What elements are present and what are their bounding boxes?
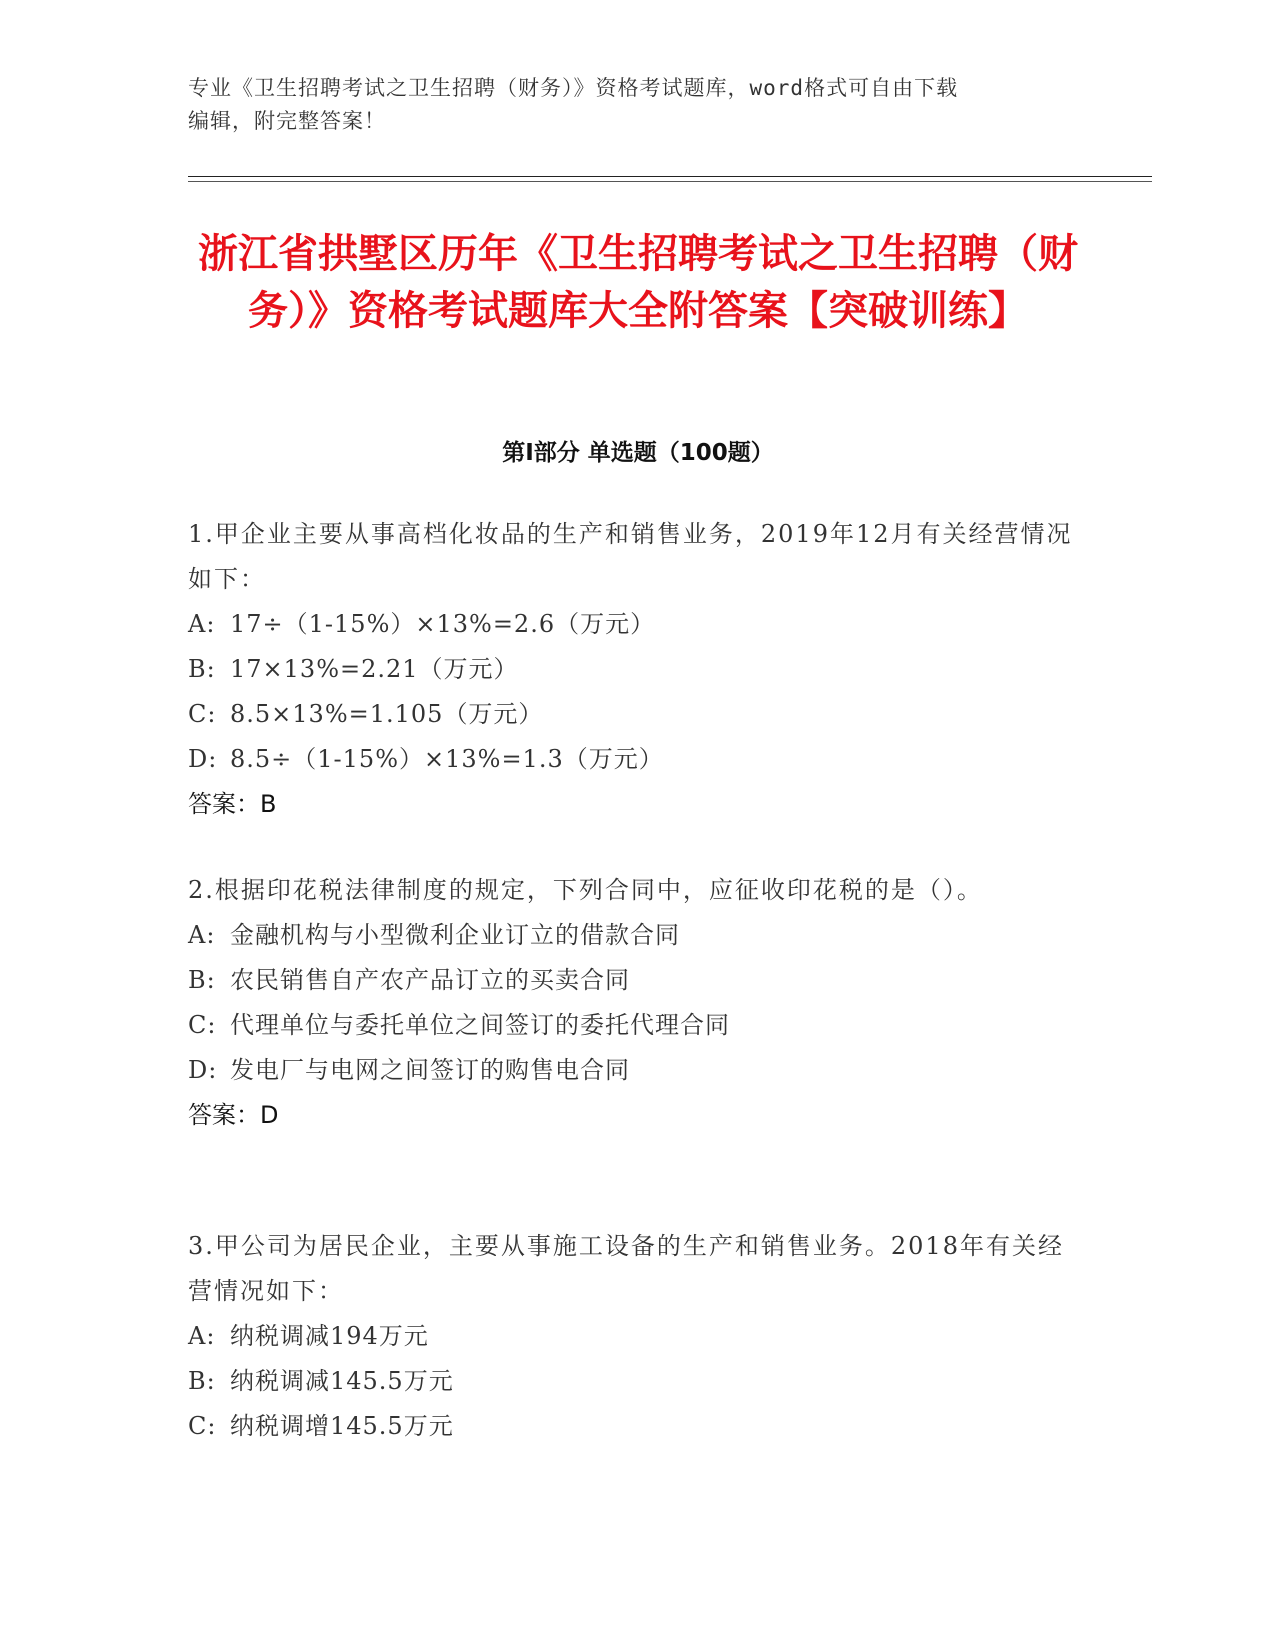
section-heading: 第Ⅰ部分 单选题（100题） (502, 440, 774, 466)
option-text: 17×13%=2.21（万元） (230, 655, 519, 683)
header-line-1: 专业《卫生招聘考试之卫生招聘（财务）》资格考试题库，word格式可自由下载 (188, 76, 959, 100)
option-text: 17÷（1-15%）×13%=2.6（万元） (230, 610, 656, 638)
option-letter: A: (188, 921, 216, 949)
option-c (188, 1003, 1088, 1048)
option-d (188, 1048, 1088, 1093)
question-text: 2.根据印花税法律制度的规定，下列合同中，应征收印花税的是（）。 (188, 876, 983, 904)
header-line-2: 编辑，附完整答案！ (188, 109, 386, 133)
option-text: 8.5÷（1-15%）×13%=1.3（万元） (230, 745, 664, 773)
answer-line: 答案：D (188, 1101, 279, 1129)
option-c (188, 692, 1088, 737)
option-letter: D: (188, 1056, 218, 1084)
answer-line: 答案：B (188, 790, 277, 818)
option-letter: A: (188, 1322, 216, 1350)
option-b (188, 958, 1088, 1003)
option-letter: A: (188, 610, 216, 638)
option-text: 农民销售自产农产品订立的买卖合同 (230, 966, 630, 994)
option-a (188, 1314, 1088, 1359)
page-header (188, 72, 1068, 138)
question-2 (188, 868, 1088, 1138)
option-text: 代理单位与委托单位之间签订的委托代理合同 (230, 1011, 730, 1039)
option-a (188, 913, 1088, 958)
option-text: 纳税调增145.5万元 (230, 1412, 454, 1440)
option-letter: B: (188, 655, 216, 683)
option-letter: D: (188, 745, 218, 773)
option-letter: B: (188, 966, 216, 994)
option-b (188, 1359, 1088, 1404)
option-letter: C: (188, 700, 217, 728)
question-1 (188, 512, 1088, 827)
option-text: 发电厂与电网之间签订的购售电合同 (230, 1056, 630, 1084)
option-text: 纳税调减145.5万元 (230, 1367, 454, 1395)
question-text: 3.甲公司为居民企业，主要从事施工设备的生产和销售业务。2018年有关经营情况如下： (188, 1232, 1064, 1305)
header-divider-thin (188, 181, 1152, 182)
document-title: 浙江省拱墅区历年《卫生招聘考试之卫生招聘（财务）》资格考试题库大全附答案【突破训练】 (198, 231, 1078, 334)
option-text: 8.5×13%=1.105（万元） (230, 700, 544, 728)
header-divider-thick (188, 176, 1152, 177)
option-letter: C: (188, 1011, 217, 1039)
question-text: 1.甲企业主要从事高档化妆品的生产和销售业务，2019年12月有关经营情况如下： (188, 520, 1073, 593)
option-c (188, 1404, 1088, 1449)
option-d (188, 737, 1088, 782)
option-text: 纳税调减194万元 (230, 1322, 429, 1350)
option-b (188, 647, 1088, 692)
option-letter: B: (188, 1367, 216, 1395)
option-a (188, 602, 1088, 647)
option-letter: C: (188, 1412, 217, 1440)
option-text: 金融机构与小型微利企业订立的借款合同 (230, 921, 680, 949)
question-3 (188, 1224, 1088, 1449)
